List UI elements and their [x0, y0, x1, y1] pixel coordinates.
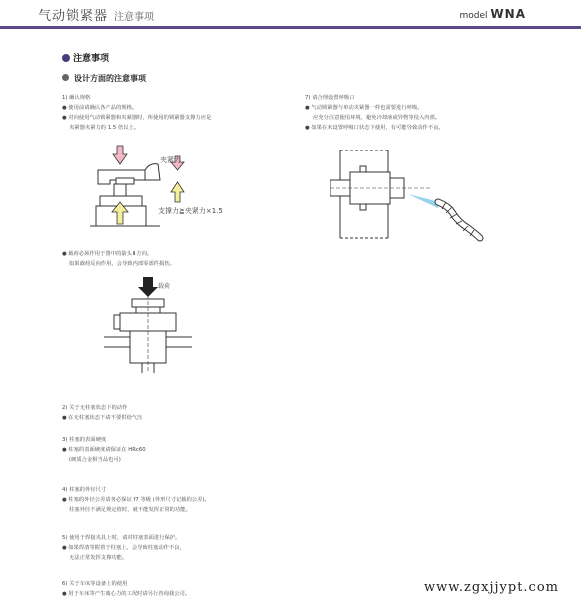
clamp-force-label: 夹紧力: [160, 156, 181, 164]
item7-title: 7) 请合理设置呼吸口: [305, 95, 355, 101]
item6-bullet: ● 用于车床等产生离心力的工况时请另行咨询我公司。: [62, 591, 191, 597]
item4-bullet-cont: 柱塞外径不满足规定值时，就不能发挥正常的功能。: [69, 507, 191, 513]
load-direction-diagram: [100, 275, 210, 375]
load-bullet: ● 载荷必须作用于图中的箭头⬇方向。: [62, 251, 153, 257]
item1-bullet-2-cont: 夹紧器夹紧力的 1.5 倍以上。: [69, 125, 140, 131]
model-label: [460, 7, 526, 21]
clamp-support-diagram: [90, 140, 270, 230]
section-title-text: 注意事项: [73, 54, 110, 64]
item5-bullet-cont: 无法正常发挥支撑功能。: [69, 555, 128, 561]
item7-bullet-2: ● 如果在未设置呼吸口状态下使用，有可能导致动作不良。: [305, 125, 444, 131]
header-subtitle: 注意事项: [114, 12, 155, 23]
item1-title: 1) 确认规格: [62, 95, 91, 101]
item4-bullet: ● 柱塞的外径公差请务必保证 f7 等级 (外形尺寸记载的公差)。: [62, 497, 210, 503]
page-header: [0, 0, 581, 26]
subsection-title: [62, 73, 146, 84]
subsection-bullet-icon: [62, 74, 69, 81]
item5-bullet: ● 如果焊渣等附着于柱塞上，会导致柱塞动作不良，: [62, 545, 185, 551]
support-force-label: 支撑力≧夹紧力×1.5: [158, 207, 223, 215]
item6-title: 6) 关于车床等设备上的使用: [62, 581, 128, 587]
item3-title: 3) 柱塞的表面硬度: [62, 437, 107, 443]
watermark-url: www.zgxjjypt.com: [424, 580, 559, 595]
item1-bullet-1: ● 使用前请确认各产品的规格。: [62, 105, 138, 111]
header-divider-bar: [0, 26, 581, 29]
item1-bullet-2: ● 对向使用气动锁紧器和夹紧器时，所使用的锁紧器支撑力应是: [62, 115, 212, 121]
header-title-text: 气动锁紧器: [38, 9, 109, 24]
breather-port-diagram: [330, 150, 490, 250]
item7-bullet-1-cont: 应充分注意使用环境，避免冷却液或异物等侵入内部。: [313, 115, 441, 121]
model-prefix: model: [459, 11, 488, 21]
item2-title: 2) 关于无柱塞状态下的动作: [62, 405, 128, 411]
load-label: 载荷: [158, 283, 171, 290]
model-name: WNA: [490, 7, 526, 21]
section-bullet-icon: [62, 54, 70, 62]
load-bullet-cont: 如果载荷反向作用，会导致内部零部件损伤。: [69, 261, 175, 267]
subsection-title-text: 设计方面的注意事项: [74, 74, 146, 83]
item5-title: 5) 使用于焊接夹具上时，请对柱塞表面进行保护。: [62, 535, 181, 541]
item2-bullet: ● 在无柱塞状态下请不要供给气压: [62, 415, 143, 421]
header-title: [38, 5, 154, 24]
item4-title: 4) 柱塞的外径尺寸: [62, 487, 107, 493]
item7-bullet-1: ● 气动锁紧器与单动夹紧器一样也需要进行呼吸。: [305, 105, 423, 111]
item3-bullet-cont: (硬质合金相当品也可): [69, 457, 121, 463]
section-title: [62, 51, 109, 64]
item3-bullet: ● 柱塞的表面硬度请保证在 HRc60: [62, 447, 146, 453]
